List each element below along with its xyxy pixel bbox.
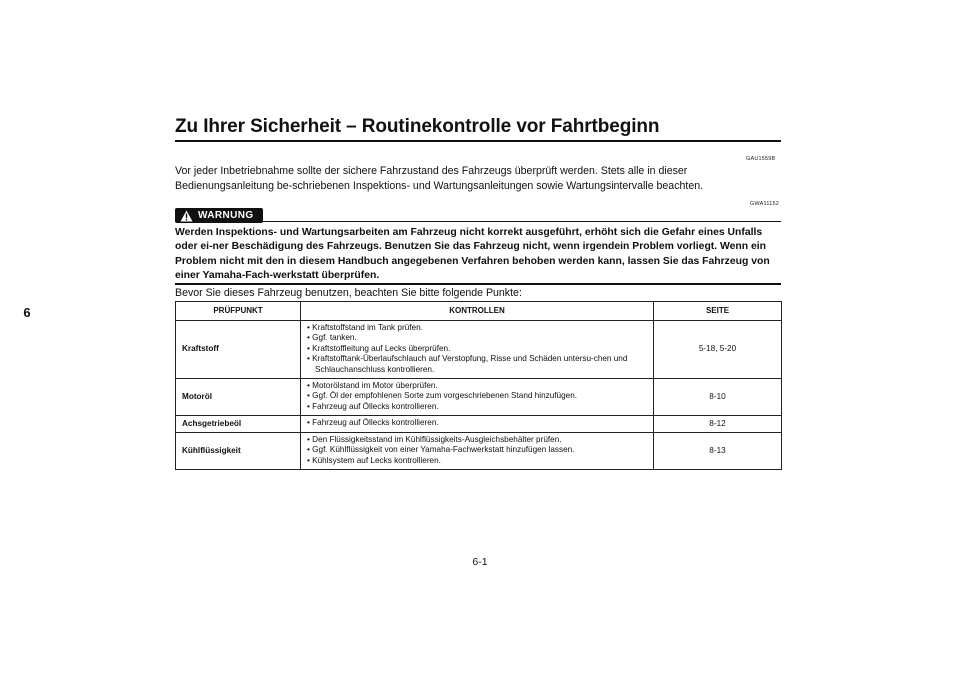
page-title: Zu Ihrer Sicherheit – Routinekontrolle vor Fahrtbeginn	[175, 116, 660, 137]
check-step: • Kraftstoffstand im Tank prüfen.	[307, 323, 647, 333]
warning-text: Werden Inspektions- und Wartungsarbeiten am Fahrzeug nicht korrekt ausgeführt, erhöht sich die Gefahr eines Unfalls oder ei-ner Beschädigung des Fahrzeugs. Benutzen Sie das Fahrzeug nicht, wenn irgendein Problem vorliegt. Wenn ein Problem nicht mit den in diesem Handbuch angegebenen Verfahren behoben werden kann, lassen Sie das Fahrzeug von einer Yamaha-Fach-werkstatt überprüfen.	[175, 227, 770, 281]
chapter-tab: 6	[23, 305, 31, 320]
table-row	[176, 433, 782, 470]
warning-triangle-icon	[180, 210, 193, 222]
check-item: Kraftstoff	[176, 321, 301, 379]
check-step: • Kraftstofftank-Überlaufschlauch auf Verstopfung, Risse und Schäden untersu-chen und Schlauchanschluss kontrollieren.	[307, 354, 647, 375]
check-step: • Fahrzeug auf Öllecks kontrollieren.	[307, 402, 647, 412]
table-row	[176, 321, 782, 379]
check-step: • Fahrzeug auf Öllecks kontrollieren.	[307, 418, 647, 428]
check-step: • Ggf. Kühlflüssigkeit von einer Yamaha-Fachwerkstatt hinzufügen lassen.	[307, 445, 647, 455]
page-reference: 5-18, 5-20	[654, 321, 782, 379]
page-number: 6-1	[472, 556, 488, 568]
page-reference: 8-10	[654, 379, 782, 416]
reference-code-intro: GAU1559B	[746, 156, 776, 162]
column-header-item: PRÜFPUNKT	[176, 302, 301, 321]
check-item: Motoröl	[176, 379, 301, 416]
check-step: • Den Flüssigkeitsstand im Kühlflüssigkeits-Ausgleichsbehälter prüfen.	[307, 435, 647, 445]
check-item: Achsgetriebeöl	[176, 416, 301, 433]
reference-code-warning: GWA11152	[750, 201, 780, 207]
intro-paragraph: Vor jeder Inbetriebnahme sollte der sichere Fahrzustand des Fahrzeugs überprüft werden. Stets alle in dieser Bedienungsanleitung be-schriebenen Inspektions- und Wartungsanleitungen sowie Wartungsintervalle beachten.	[175, 165, 704, 192]
check-item: Kühlflüssigkeit	[176, 433, 301, 470]
warning-badge	[175, 208, 263, 223]
check-step: • Motorölstand im Motor überprüfen.	[307, 381, 647, 391]
page-reference: 8-13	[654, 433, 782, 470]
check-list	[301, 416, 654, 433]
table-row	[176, 416, 782, 433]
warning-label: WARNUNG	[198, 210, 254, 221]
warning-rule-bottom	[175, 283, 781, 285]
page-reference: 8-12	[654, 416, 782, 433]
pre-ride-check-table	[175, 301, 782, 470]
check-step: • Kraftstoffleitung auf Lecks überprüfen.	[307, 344, 647, 354]
check-list	[301, 433, 654, 470]
check-list	[301, 321, 654, 379]
warning-rule-top	[263, 221, 781, 222]
table-row	[176, 379, 782, 416]
table-header-row	[176, 302, 782, 321]
check-list	[301, 379, 654, 416]
checklist-lead: Bevor Sie dieses Fahrzeug benutzen, beachten Sie bitte folgende Punkte:	[175, 287, 522, 299]
check-step: • Kühlsystem auf Lecks kontrollieren.	[307, 456, 647, 466]
column-header-checks: KONTROLLEN	[301, 302, 654, 321]
column-header-page: SEITE	[654, 302, 782, 321]
check-step: • Ggf. tanken.	[307, 333, 647, 343]
title-underline	[175, 140, 781, 142]
check-step: • Ggf. Öl der empfohlenen Sorte zum vorgeschriebenen Stand hinzufügen.	[307, 391, 647, 401]
